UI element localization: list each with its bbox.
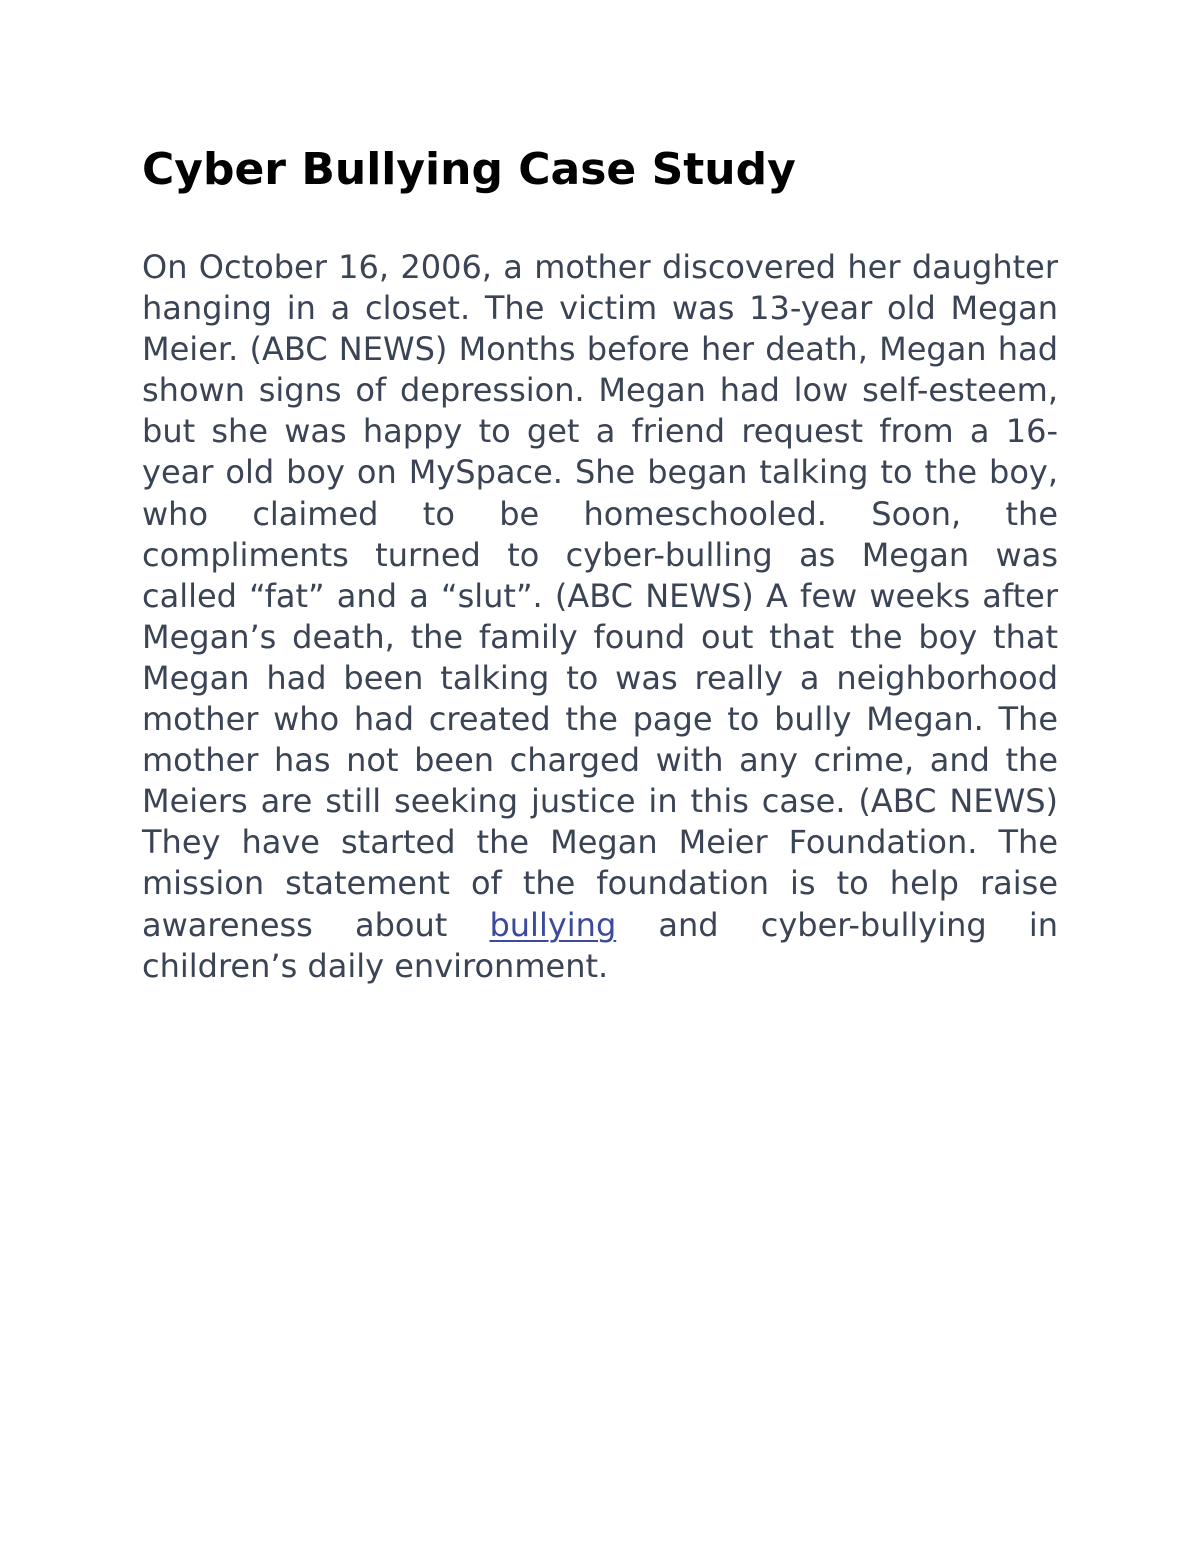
paragraph-text: On October 16, 2006, a mother discovered her daughter hanging in a closet. The victim was 13-year old Megan Meier. (ABC NEWS) Months before her death, Megan had shown signs of depression. Megan had low self-esteem, but she was happy to get a friend request from a 16-year old boy on MySpace. She began talking to the boy, who claimed to be homeschooled. Soon, the compliments turned to cyber-bulling as Megan was called “fat” and a “slut”. (ABC NEWS) A few weeks after Megan’s death, the family found out that the boy that Megan had been talking to was really a neighborhood mother who had created the page to bully Megan. The mother has not been charged with any crime, and the Meiers are still seeking justice in this case. (ABC NEWS) They have started the Megan Meier Foundation. The mission statement of the foundation is to help raise awareness about: [142, 248, 1058, 944]
document-title: Cyber Bullying Case Study: [142, 144, 796, 195]
document-content: [142, 140, 1058, 987]
bullying-link[interactable]: bullying: [489, 905, 617, 944]
body-paragraph: [142, 247, 1058, 987]
paragraph-text-end: and cyber-bullying in children’s daily environment.: [142, 905, 1059, 985]
